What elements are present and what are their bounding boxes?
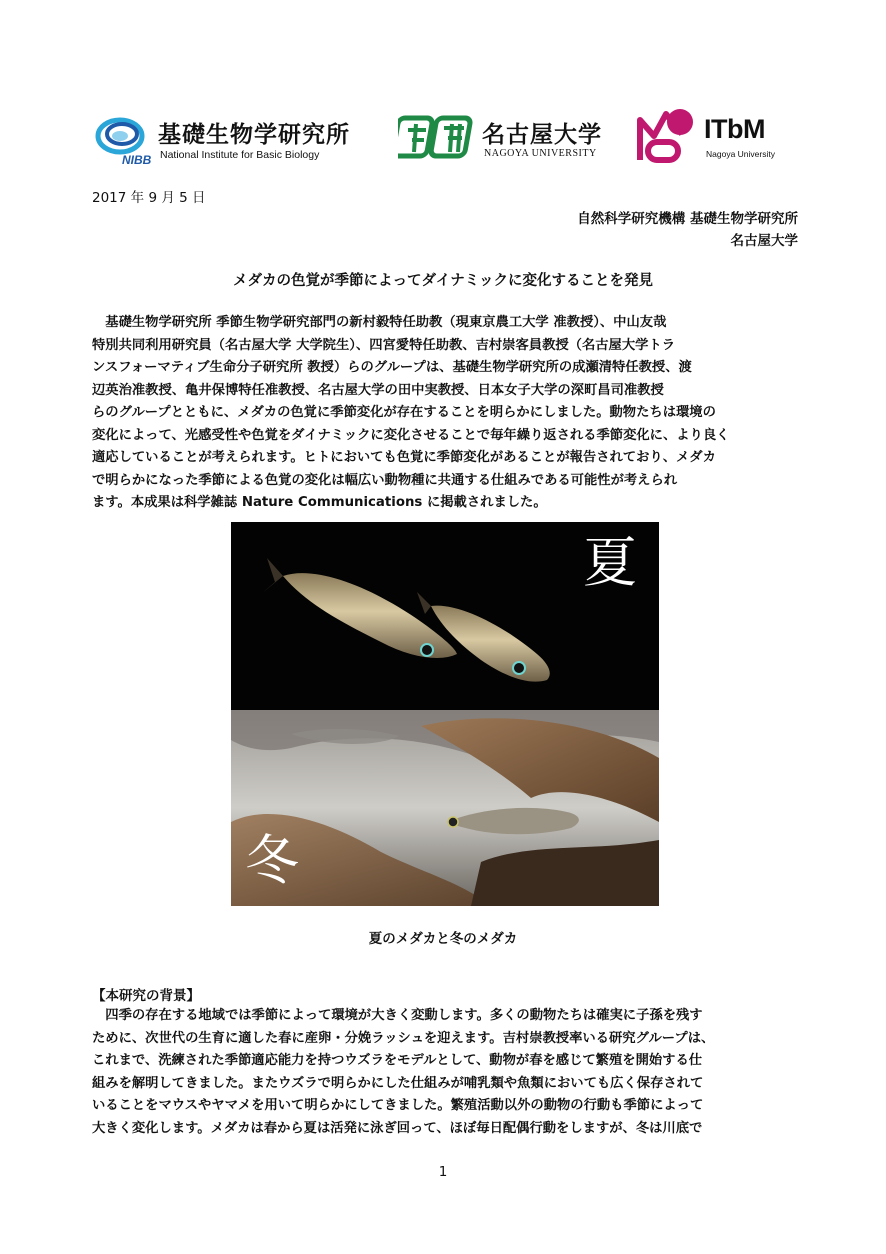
organization-line: 名古屋大学 (730, 233, 798, 249)
itbm-logo (636, 106, 786, 166)
intro-line: ンスフォーマティブ生命分子研究所 教授）らのグループは、基礎生物学研究所の成瀬清特任教授、渡 (92, 360, 692, 375)
medaka-photo (231, 522, 659, 906)
section-heading-background: 【本研究の背景】 (92, 988, 200, 1004)
background-line: 組みを解明してきました。またウズラで明らかにした仕組みが哺乳類や魚類においても広く保存されて (92, 1075, 704, 1091)
itbm-sub: Nagoya University (706, 149, 775, 159)
intro-paragraph (92, 312, 798, 515)
nagoya-name-jp: 名古屋大学 (482, 121, 602, 148)
intro-line: 基礎生物学研究所 季節生物学研究部門の新村毅特任助教（現東京農工大学 准教授）、中山友哉 (92, 315, 667, 330)
nibb-swirl-icon (92, 112, 154, 168)
intro-line: ます。本成果は科学雑誌 Nature Communications に掲載されました。 (92, 495, 547, 510)
nagoya-name-en: NAGOYA UNIVERSITY (484, 148, 597, 159)
page-number: 1 (438, 1164, 448, 1180)
background-line: 大きく変化します。メダカは春から夏は活発に泳ぎ回って、ほぼ毎日配偶行動をしますが、冬は川底で (92, 1120, 703, 1136)
nibb-name-en: National Institute for Basic Biology (160, 149, 320, 161)
nibb-logo (92, 112, 362, 170)
nagoya-emblem-icon (398, 112, 474, 162)
itbm-emblem-icon (636, 106, 698, 164)
intro-line: 適応していることが考えられます。ヒトにおいても色覚に季節変化があることが報告されており、メダカ (92, 450, 716, 465)
winter-label: 冬 (245, 829, 299, 892)
nibb-name-jp: 基礎生物学研究所 (158, 121, 350, 148)
nibb-mark-text: NIBB (122, 153, 152, 167)
itbm-name: ITbM (704, 114, 765, 144)
intro-line: 変化によって、光感受性や色覚をダイナミックに変化させることで毎年繰り返される季節変化に、より良く (92, 427, 730, 443)
intro-line: 辺英治准教授、亀井保博特任准教授、名古屋大学の田中実教授、日本女子大学の深町昌司准教授 (92, 382, 664, 398)
nagoya-logo (398, 112, 618, 168)
press-title: メダカの色覚が季節によってダイナミックに変化することを発見 (233, 273, 653, 289)
intro-line: 特別共同利用研究員（名古屋大学 大学院生）、四宮愛特任助教、吉村崇客員教授（名古屋大学トラ (92, 337, 676, 353)
release-date: 2017 年 9 月 5 日 (92, 190, 206, 206)
organization-line: 自然科学研究機構 基礎生物学研究所 (577, 211, 798, 227)
intro-line: で明らかになった季節による色覚の変化は幅広い動物種に共通する仕組みである可能性が考えられ (92, 472, 678, 488)
background-line: いることをマウスやヤマメを用いて明らかにしてきました。繁殖活動以外の動物の行動も季節によって (92, 1098, 704, 1113)
intro-line: らのグループとともに、メダカの色覚に季節変化が存在することを明らかにしました。動物たちは環境の (92, 405, 716, 420)
background-line: ために、次世代の生育に適した春に産卵・分娩ラッシュを迎えます。吉村崇教授率いる研究グループは、 (92, 1030, 715, 1046)
background-line: これまで、洗練された季節適応能力を持つウズラをモデルとして、動物が春を感じて繁殖を開始する仕 (92, 1053, 703, 1068)
summer-label: 夏 (583, 531, 637, 594)
background-line: 四季の存在する地域では季節によって環境が大きく変動します。多くの動物たちは確実に子孫を残す (92, 1008, 703, 1023)
photo-caption: 夏のメダカと冬のメダカ (368, 931, 518, 947)
background-paragraph (92, 1005, 798, 1140)
